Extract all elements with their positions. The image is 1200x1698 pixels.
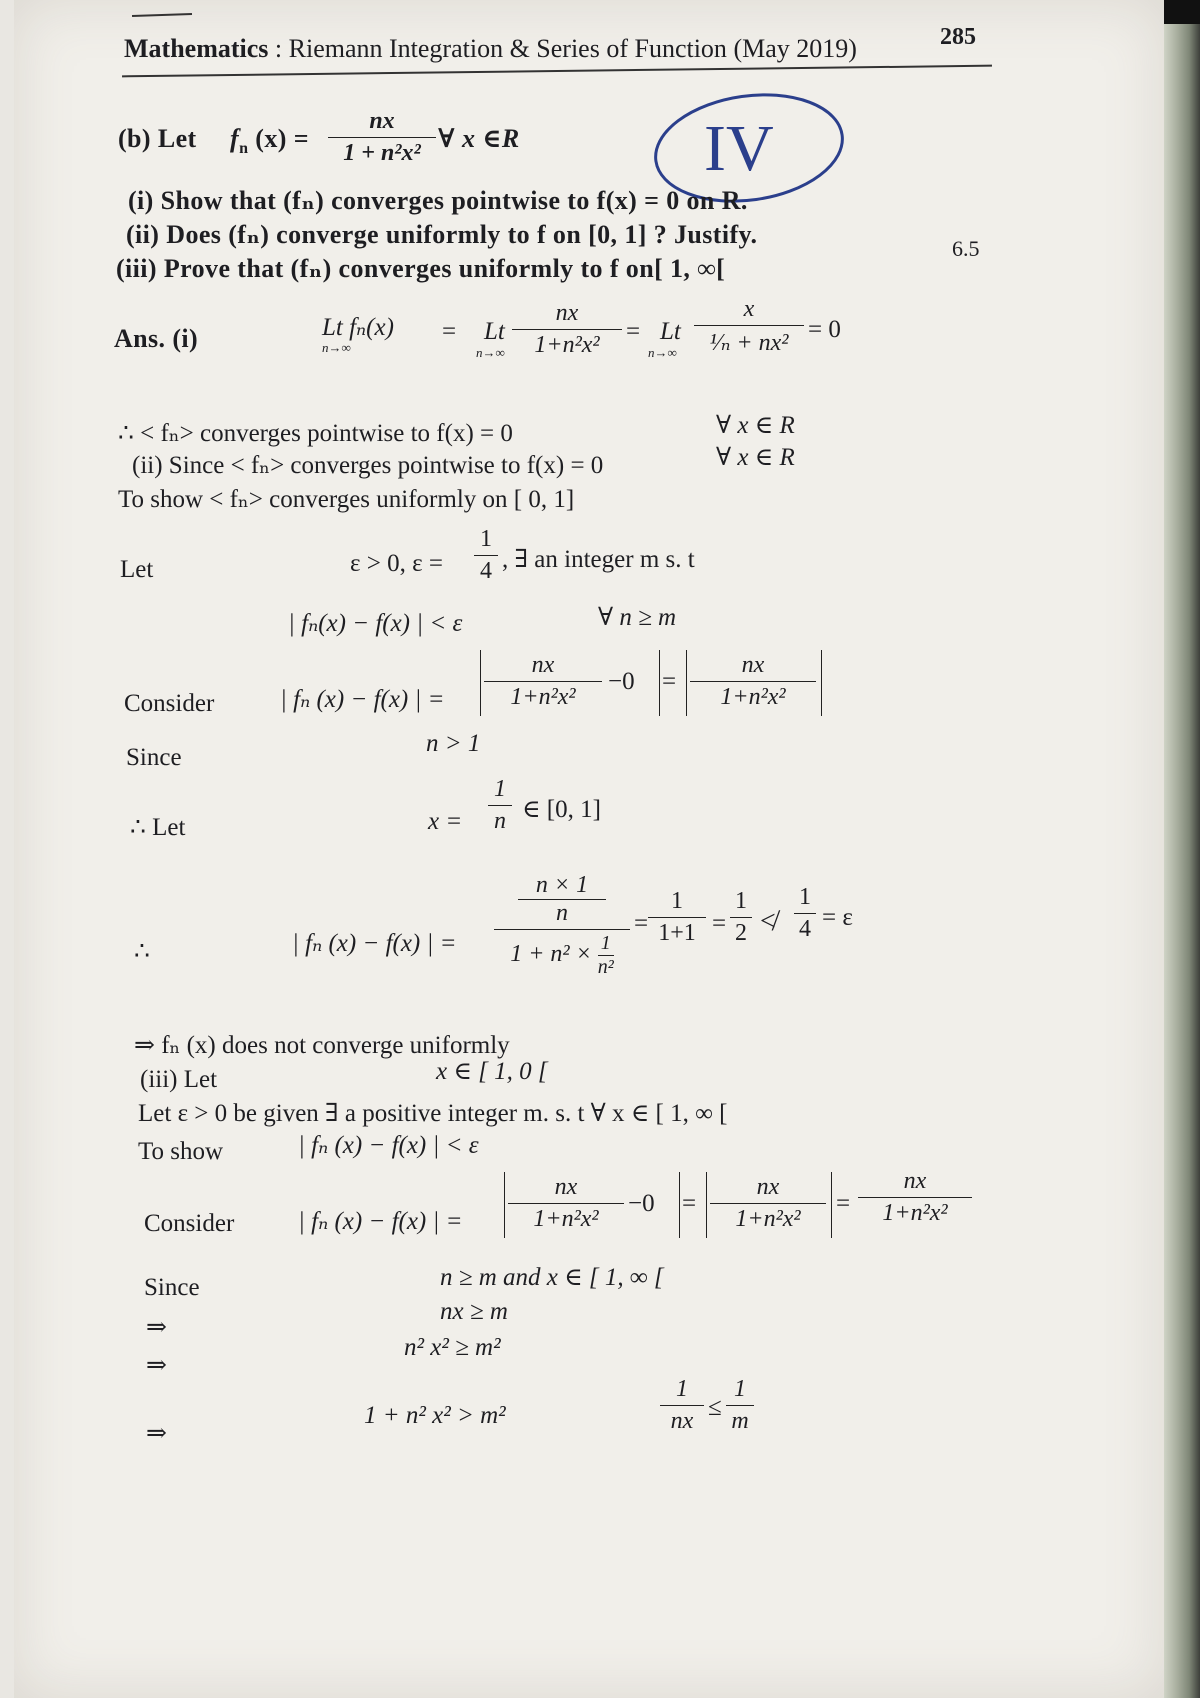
last-fraction-left [660,1376,704,1435]
header-topic: : Riemann Integration & Series of Function [274,34,727,63]
big-fraction [494,872,630,979]
implies-3: ⇒ [146,1420,167,1447]
limit-sub-2: n→∞ [476,345,505,360]
question-domain: ∀ x ∈R [438,124,520,153]
x-fraction [488,776,512,835]
c4-num: nx [756,1174,780,1200]
question-label: (b) Let [118,124,197,153]
last-fraction-right [726,1376,754,1435]
last-den-l: nx [670,1408,694,1434]
limit-result: = 0 [808,316,841,343]
scanned-page [14,0,1164,1698]
c2-den: 1+n²x² [720,684,786,710]
big-den-text: 1 + n² × [510,941,592,968]
header-subject: Mathematics [124,34,269,63]
since-label: Since [126,744,182,771]
consider2-fraction-2 [710,1174,826,1233]
last-num-l: 1 [676,1376,688,1402]
consider2-fraction [508,1174,624,1233]
eps-den: 4 [480,558,492,584]
f2-den: ¹⁄ₙ + nx² [709,330,789,356]
big-den-num: 1 [600,932,611,954]
c3-den: 1+n²x² [533,1206,599,1232]
c-bar [484,681,602,682]
eq-sign-6: = [682,1190,697,1217]
r2-num: 1 [735,888,747,914]
c2-bar [690,681,816,682]
epsilon-fraction [474,526,498,585]
to-show-expr: | fₙ (x) − f(x) | < ε [298,1132,479,1159]
let-label: Let [120,556,154,583]
implies-expr-3: 1 + n² x² > m² [364,1402,506,1429]
lim-text-2: Lt [484,318,505,345]
implies-1: ⇒ [146,1314,167,1341]
limit-sub-3: n→∞ [648,345,677,360]
lim-text-3: Lt [660,318,681,345]
question-part-ii: (ii) Does (fₙ) converge uniformly to f on [0, 1] ? Justify. [126,220,758,249]
since2-label: Since [144,1274,200,1301]
big-den-frac [598,932,614,979]
limit-sub: n→∞ [322,340,351,355]
consider-lhs: | fₙ (x) − f(x) | = [280,686,445,713]
r1-bar [648,917,706,918]
r2-den: 2 [735,920,747,946]
fn-subscript: n [239,140,249,158]
x-eq: x = [428,808,463,835]
eq-sign-2: = [626,318,641,345]
f2-num: x [743,296,755,322]
forall-n: ∀ n ≥ m [598,604,677,631]
c5-bar [858,1197,972,1198]
x-num: 1 [494,776,506,802]
to-show-label: To show [138,1138,224,1165]
question-part-iii: (iii) Prove that (fₙ) converges uniformly to f on[ 1, ∞[ [116,254,726,283]
eq-sign: = [442,318,457,345]
line-ii: (ii) Since < fₙ> converges pointwise to f(x) = 0 [132,452,604,479]
c-num: nx [531,652,555,678]
eps-num: 1 [480,526,492,552]
limit-lhs [322,312,394,342]
exists-m: , ∃ an integer m s. t [502,546,695,573]
c2-num: nx [741,652,765,678]
implies-2: ⇒ [146,1352,167,1379]
marks-label: 6.5 [952,236,980,261]
f1-bar [512,329,622,330]
eps-bar [474,555,498,556]
eq-sign-3: = [662,668,677,695]
r3-bar [794,913,816,914]
consider-fraction-2 [690,652,816,711]
lim-fn: fₙ(x) [349,314,394,341]
question-part-i: (i) Show that (fₙ) converges pointwise to f(x) = 0 on R. [128,186,748,215]
let-eps-line: Let ε > 0 be given ∃ a positive integer m. s. t ∀ x ∈ [ 1, ∞ [ [138,1100,728,1127]
eps-end: = ε [822,904,853,931]
limit-fraction-2 [694,296,804,357]
consider-fraction [484,652,602,711]
fraction-den: 1 + n²x² [343,140,421,166]
line-pointwise: ∴ < fₙ> converges pointwise to f(x) = 0 [118,420,513,447]
c3-bar [508,1203,624,1204]
therefore-let: ∴ Let [130,814,186,841]
abs-inequality: | fₙ(x) − f(x) | < ε [288,610,463,637]
x-bar [488,805,512,806]
iii-x: x ∈ [ 1, 0 [ [436,1058,548,1085]
fn-symbol: f [230,124,240,153]
stamp-text: IV [704,112,774,185]
book-spine [1164,0,1200,1698]
c5-den: 1+n²x² [882,1200,948,1226]
f2-bar [694,325,804,326]
r3-den: 4 [799,916,811,942]
forall-1: ∀ x ∈ R [716,412,795,439]
minus-zero: −0 [608,668,635,695]
limit-fraction-1 [512,300,622,359]
therefore-sign: ∴ [134,938,150,965]
eq-sign-7: = [836,1190,851,1217]
fn-arg: (x) = [248,124,309,153]
book-spine-shadow [1164,0,1200,24]
f1-num: nx [555,300,579,326]
r1-num: 1 [671,888,683,914]
big-num-top: n × 1 [535,872,589,898]
iii-let: (iii) Let [140,1066,218,1093]
last-num-r: 1 [734,1376,746,1402]
c3-num: nx [554,1174,578,1200]
epsilon-text: ε > 0, ε = [350,550,443,577]
header-rule [122,65,992,78]
answer-label: Ans. (i) [114,324,199,353]
eq-sign-5: = [712,910,727,937]
lim-text: Lt [322,314,343,341]
last-bar-r [726,1405,754,1406]
c-den: 1+n²x² [510,684,576,710]
implies-expr-2: n² x² ≥ m² [404,1334,501,1361]
last-den-r: m [731,1408,749,1434]
line-toshow: To show < fₙ> converges uniformly on [ 0, 1] [118,486,575,513]
not-uniform-line: ⇒ fₙ (x) does not converge uniformly [134,1032,510,1059]
eq-sign-4: = [634,910,649,937]
c4-bar [710,1203,826,1204]
header-exam: (May 2019) [733,34,857,63]
f1-den: 1+n²x² [534,332,600,358]
fraction-num: nx [369,108,395,134]
not-less-sign: ≮ [760,906,776,937]
since2-expr: n ≥ m and x ∈ [ 1, ∞ [ [440,1264,664,1291]
x-tail: ∈ [0, 1] [522,796,601,823]
c4-den: 1+n²x² [735,1206,801,1232]
forall-2: ∀ x ∈ R [716,444,795,471]
abs-lhs-2: | fₙ (x) − f(x) | = [292,930,457,957]
x-den: n [494,808,506,834]
running-header [124,34,857,64]
consider2-lhs: | fₙ (x) − f(x) | = [298,1208,463,1235]
c5-num: nx [903,1168,927,1194]
consider2-label: Consider [144,1210,235,1237]
minus-zero-2: −0 [628,1190,655,1217]
result-fraction-1 [648,888,706,947]
big-main-bar [494,929,630,930]
big-den [494,932,630,979]
last-bar-l [660,1405,704,1406]
r3-num: 1 [799,884,811,910]
question-fraction [328,108,436,167]
leq-sign: ≤ [708,1394,722,1421]
implies-expr-1: nx ≥ m [440,1298,508,1325]
consider-label: Consider [124,690,215,717]
r1-den: 1+1 [658,920,696,946]
question-fn [230,124,309,158]
page-number: 285 [940,24,976,50]
pen-mark [132,13,192,17]
result-fraction-3 [794,884,816,943]
r2-bar [730,917,752,918]
consider2-fraction-3 [858,1168,972,1227]
since-expr: n > 1 [426,730,481,757]
result-fraction-2 [730,888,752,947]
big-den-den: n² [597,956,614,978]
fraction-bar [328,137,436,138]
big-num-bot: n [556,900,568,926]
